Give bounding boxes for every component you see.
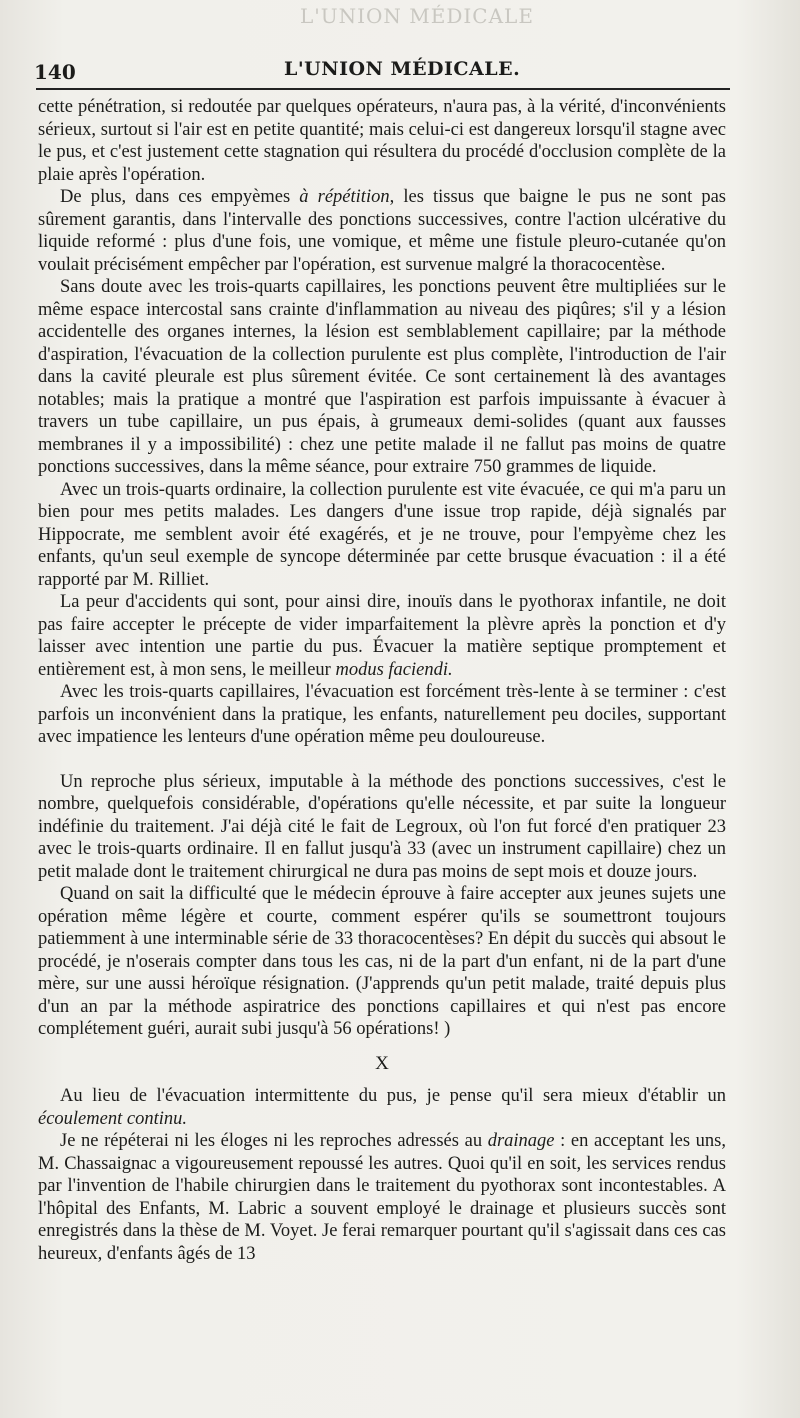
paragraph-8: Quand on sait la difficulté que le médecin éprouve à faire accepter aux jeunes sujets une opération même légère et courte, comment espérer qu'ils se soumettront toujours patiemment à une interminable série de 33 thoracocentèses? En dépit du succès qui absout le procédé, je n'oserais compter dans tous les cas, ni de la part d'un enfant, ni de la part d'une mère, sur une aussi héroïque résignation. (J'apprends qu'un petit malade, traité depuis plus d'un an par la méthode aspiratrice des ponctions capillaires et qui n'est pas encore complétement guéri, aurait subi jusqu'à 56 opérations! ) xyxy=(38,884,726,1039)
paragraph-9-italic: écoulement continu. xyxy=(38,1108,187,1129)
paragraph-6: Avec les trois-quarts capillaires, l'évacuation est forcément très-lente à se terminer : c'est parfois un inconvénient dans la pratique, les enfants, naturellement peu dociles, supportant avec impatience les lenteurs d'une opération même peu douloureuse. xyxy=(38,682,726,747)
paragraph-2-text-a: De plus, dans ces empyèmes xyxy=(60,187,300,207)
paragraph-2-italic: à répétition xyxy=(299,187,390,207)
paragraph-10 xyxy=(38,1130,726,1265)
article-body xyxy=(38,96,726,1265)
paragraph-2 xyxy=(38,186,726,276)
paragraph-1: cette pénétration, si redoutée par quelques opérateurs, n'aura pas, à la vérité, d'inconvénients sérieux, surtout si l'air est en petite quantité; mais celui-ci est dangereux lorsqu'il stagne avec le pus, et c'est justement cette stagnation qui résultera du procédé d'occlusion complète de la plaie après l'opération. xyxy=(38,97,726,185)
paragraph-10-italic: drainage xyxy=(487,1131,555,1151)
header-rule xyxy=(36,88,730,90)
page-header xyxy=(34,56,730,86)
journal-title: L'UNION MÉDICALE. xyxy=(284,58,521,80)
paragraph-7: Un reproche plus sérieux, imputable à la méthode des ponctions successives, c'est le nombre, quelquefois considérable, d'opérations qu'elle nécessite, et par suite la longueur indéfinie du traitement. J'ai déjà cité le fait de Legroux, où l'on fut forcé d'en pratiquer 23 avec le trois-quarts ordinaire. Il en fallut jusqu'à 33 (avec un instrument capillaire) chez un petit malade dont le traitement chirurgical ne dura pas moins de sept mois et douze jours. xyxy=(38,771,726,882)
paragraph-10-text-a: Je ne répéterai ni les éloges ni les reproches adressés au xyxy=(60,1131,488,1151)
show-through-header: L'UNION MÉDICALE xyxy=(300,4,534,28)
paragraph-2-text-b: , les tissus que baigne le pus ne sont pas sûrement garantis, dans l'intervalle des ponctions successives, contre l'action ulcérative du liquide reformé : plus d'une fois, une vomique, et même une fistule pleuro-cutanée qu'on voulait précisément empêcher par l'opération, est survenue malgré la thoracocentèse. xyxy=(38,187,727,275)
paragraph-4: Avec un trois-quarts ordinaire, la collection purulente est vite évacuée, ce qui m'a paru un bien pour mes petits malades. Les dangers d'une issue trop rapide, déjà signalés par Hippocrate, me semblent avoir été exagérés, et je ne trouve, pour l'empyème chez les enfants, qu'un seul exemple de syncope déterminée par cette brusque évacuation : il a été rapporté par M. Rilliet. xyxy=(38,479,726,590)
paragraph-5-text-a: La peur d'accidents qui sont, pour ainsi dire, inouïs dans le pyothorax infantile, ne doit pas faire accepter le précepte de vider imparfaitement la plèvre après la ponction et d'y laisser avec intention une partie du pus. Évacuer la matière septique promptement et entièrement est, à mon sens, le meilleur xyxy=(38,592,726,680)
paragraph-9 xyxy=(38,1085,726,1130)
paragraph-5-italic: modus faciendi. xyxy=(335,659,453,680)
paragraph-5 xyxy=(38,591,726,681)
section-heading: X xyxy=(375,1052,389,1074)
paragraph-3: Sans doute avec les trois-quarts capillaires, les ponctions peuvent être multipliées sur le même espace intercostal sans crainte d'inflammation au niveau des piqûres; s'il y a lésion accidentelle des organes internes, la lésion est semblablement capillaire; par la méthode d'aspiration, l'évacuation de la collection purulente est plus complète, l'introduction de l'air dans la cavité pleurale est plus sûrement évitée. Ce sont certainement là des avantages notables; mais la pratique a montré que l'aspiration est parfois impuissante à évacuer à travers un tube capillaire, un pus épais, à grumeaux demi-solides (quant aux fausses membranes il y a impossibilité) : chez une petite malade il ne fallut pas moins de quatre ponctions successives, dans la même séance, pour extraire 750 grammes de liquide. xyxy=(38,277,726,477)
paragraph-gap xyxy=(38,749,726,771)
paragraph-9-text-a: Au lieu de l'évacuation intermittente du pus, je pense qu'il sera mieux d'établir un xyxy=(60,1086,726,1106)
page-number: 140 xyxy=(34,60,76,84)
paragraph-10-text-b: : en acceptant les uns, M. Chassaignac a vigoureusement repoussé les autres. Quoi qu'il en soit, les services rendus par l'invention de l'habile chirurgien dans le traitement du pyothorax sont incontestables. A l'hôpital des Enfants, M. Labric a souvent employé le drainage et plusieurs succès sont enregistrés dans la thèse de M. Voyet. Je ferai remarquer pourtant qu'il s'agissait dans ces cas heureux, d'enfants âgés de 13 xyxy=(38,1131,727,1264)
